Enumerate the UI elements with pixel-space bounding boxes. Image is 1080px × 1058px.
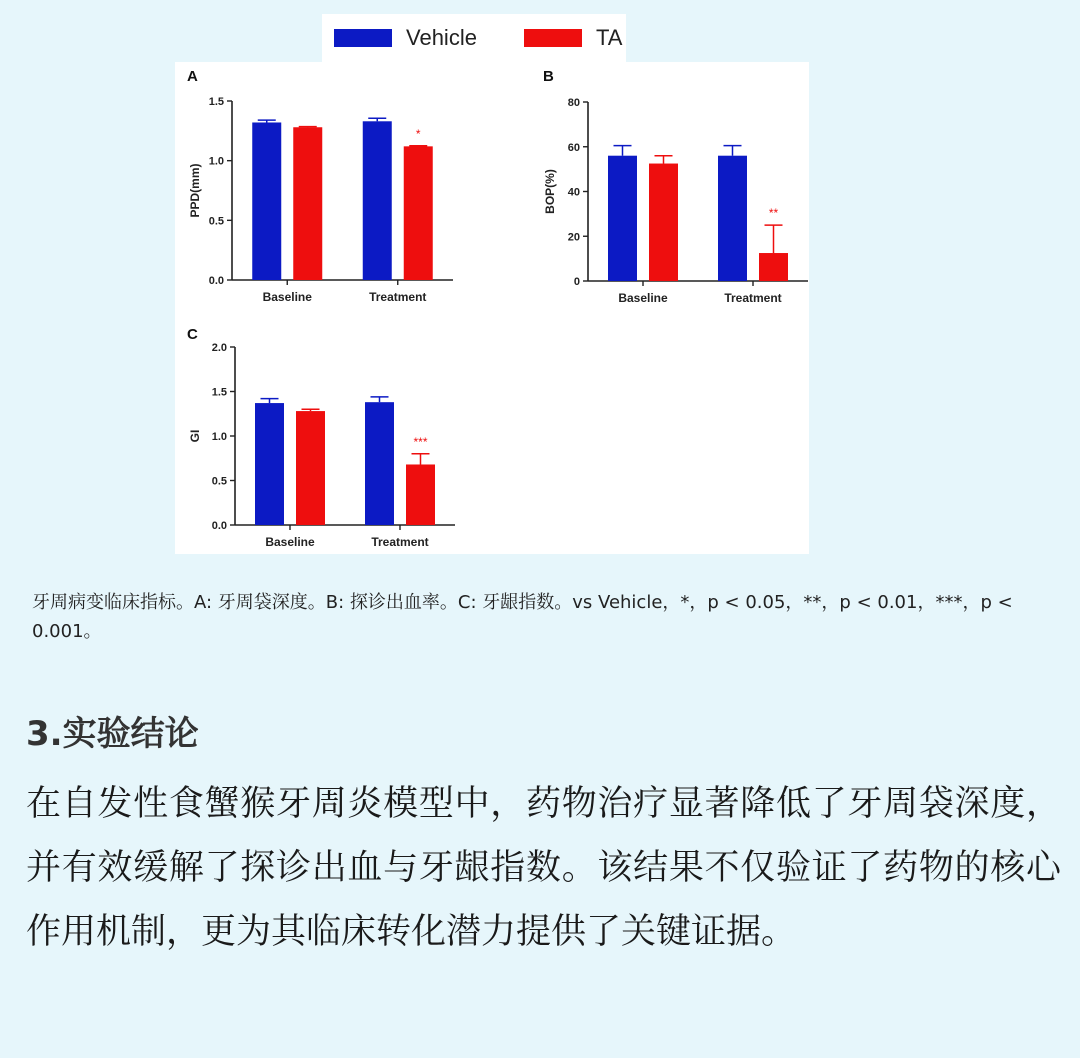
significance-marker: ** bbox=[768, 206, 779, 221]
chart-ppd bbox=[185, 90, 455, 315]
bar-vehicle-baseline bbox=[608, 156, 637, 281]
y-tick-label: 0.0 bbox=[211, 520, 227, 532]
x-tick-label: Treatment bbox=[371, 535, 429, 549]
bar-ta-baseline bbox=[293, 127, 322, 280]
y-tick-label: 40 bbox=[567, 186, 580, 199]
y-tick-label: 1.5 bbox=[208, 96, 224, 108]
legend-label-vehicle: Vehicle bbox=[406, 25, 477, 50]
y-tick-label: 0.5 bbox=[211, 475, 227, 488]
bar-ta-baseline bbox=[296, 411, 325, 525]
chart-bop bbox=[540, 90, 810, 315]
x-tick-label: Baseline bbox=[262, 290, 312, 304]
conclusion-paragraph: 在自发性食蟹猴牙周炎模型中，药物治疗显著降低了牙周袋深度，并有效缓解了探诊出血与牙龈指数。该结果不仅验证了药物的核心作用机制，更为其临床转化潜力提供了关键证据。 bbox=[26, 784, 1061, 952]
bar-ta-baseline bbox=[649, 164, 678, 281]
x-tick-label: Treatment bbox=[724, 291, 782, 305]
bar-ta-treatment bbox=[404, 146, 433, 280]
chart-legend bbox=[322, 14, 626, 62]
bar-vehicle-baseline bbox=[252, 122, 281, 280]
bar-ta-treatment bbox=[406, 464, 435, 525]
legend-swatch-ta bbox=[524, 29, 582, 47]
y-tick-label: 1.0 bbox=[208, 155, 224, 168]
bar-vehicle-treatment bbox=[718, 156, 747, 281]
y-tick-label: 2.0 bbox=[211, 342, 227, 354]
legend-item-vehicle bbox=[334, 14, 477, 62]
bar-vehicle-treatment bbox=[365, 402, 394, 525]
y-tick-label: 0.0 bbox=[208, 275, 224, 287]
chart-gi bbox=[185, 335, 455, 557]
panel-letter-c: C bbox=[187, 326, 198, 343]
y-axis-label: BOP(%) bbox=[543, 169, 557, 214]
y-axis-label: GI bbox=[188, 429, 202, 443]
legend-label-ta: TA bbox=[596, 25, 623, 50]
y-tick-label: 60 bbox=[567, 141, 580, 154]
section-title: 3.实验结论 bbox=[26, 714, 199, 754]
bar-vehicle-treatment bbox=[363, 121, 392, 280]
panel-letter-a: A bbox=[187, 68, 198, 85]
panel-letter-b: B bbox=[543, 68, 554, 85]
x-tick-label: Baseline bbox=[265, 535, 315, 549]
bar-ta-treatment bbox=[759, 253, 788, 281]
y-tick-label: 80 bbox=[567, 97, 580, 109]
x-tick-label: Treatment bbox=[369, 290, 427, 304]
significance-marker: *** bbox=[413, 434, 428, 449]
bar-vehicle-baseline bbox=[255, 403, 284, 525]
y-tick-label: 0 bbox=[573, 276, 580, 288]
legend-swatch-vehicle bbox=[334, 29, 392, 47]
legend-item-ta bbox=[524, 14, 622, 62]
y-tick-label: 20 bbox=[567, 231, 580, 244]
figure-caption: 牙周病变临床指标。A: 牙周袋深度。B: 探诊出血率。C: 牙龈指数。vs Vehicle，*，p < 0.05，**，p < 0.01，***，p < 0.001。 bbox=[32, 592, 1013, 642]
y-tick-label: 1.5 bbox=[211, 386, 227, 399]
x-tick-label: Baseline bbox=[618, 291, 668, 305]
y-axis-label: PPD(mm) bbox=[188, 163, 202, 218]
y-tick-label: 0.5 bbox=[208, 215, 224, 228]
y-tick-label: 1.0 bbox=[211, 431, 227, 443]
significance-marker: * bbox=[415, 126, 421, 141]
